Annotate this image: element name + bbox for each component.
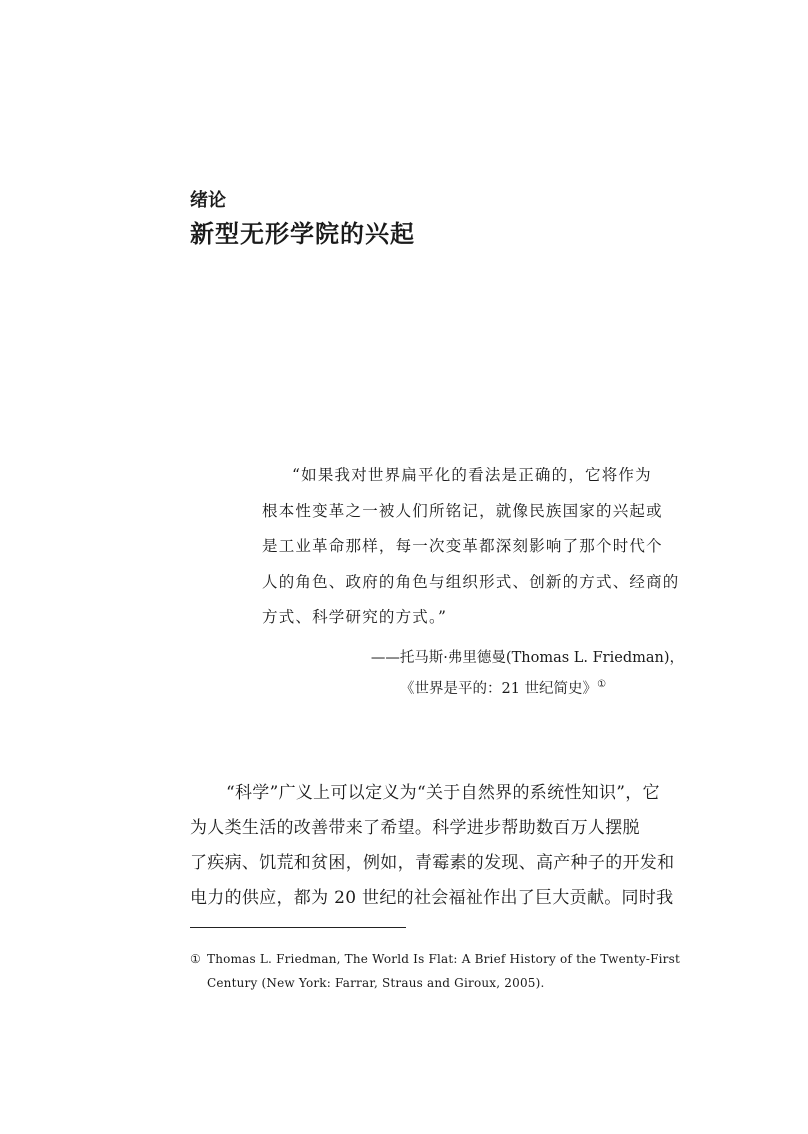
footnote-reference: ① [597, 679, 607, 691]
epigraph-quote [262, 458, 682, 636]
epigraph-author: ——托马斯·弗里德曼(Thomas L. Friedman)， [370, 650, 684, 666]
body-line: 了疾病、饥荒和贫困，例如，青霉素的发现、高产种子的开发和 [190, 853, 675, 873]
footnote-marker: ① [190, 952, 201, 966]
chapter-label: 绪论 [190, 190, 226, 211]
body-line: “科学”广义上可以定义为“关于自然界的系统性知识”，它 [226, 783, 660, 803]
epigraph-line: “如果我对世界扁平化的看法是正确的，它将作为 [292, 466, 652, 484]
footnote [190, 947, 680, 995]
body-paragraph [190, 776, 690, 916]
footnote-divider [190, 927, 406, 928]
epigraph-line: 根本性变革之一被人们所铭记，就像民族国家的兴起或 [262, 501, 663, 520]
epigraph-line: 是工业革命那样，每一次变革都深刻影响了那个时代个 [262, 537, 663, 555]
epigraph-line: 人的角色、政府的角色与组织形式、创新的方式、经商的 [262, 572, 680, 591]
epigraph-source [400, 677, 606, 698]
footnote-line: Century (New York: Farrar, Straus and Giroux, 2005). [207, 976, 545, 990]
footnote-line: Thomas L. Friedman, The World Is Flat: A Brief History of the Twenty-First [207, 952, 680, 966]
epigraph-source-title: 《世界是平的：21 世纪简史》 [400, 681, 598, 697]
chapter-title: 新型无形学院的兴起 [190, 220, 415, 248]
body-line: 电力的供应，都为 20 世纪的社会福祉作出了巨大贡献。同时我 [190, 888, 674, 908]
epigraph-line: 方式、科学研究的方式。” [262, 608, 448, 626]
body-line: 为人类生活的改善带来了希望。科学进步帮助数百万人摆脱 [190, 818, 640, 838]
